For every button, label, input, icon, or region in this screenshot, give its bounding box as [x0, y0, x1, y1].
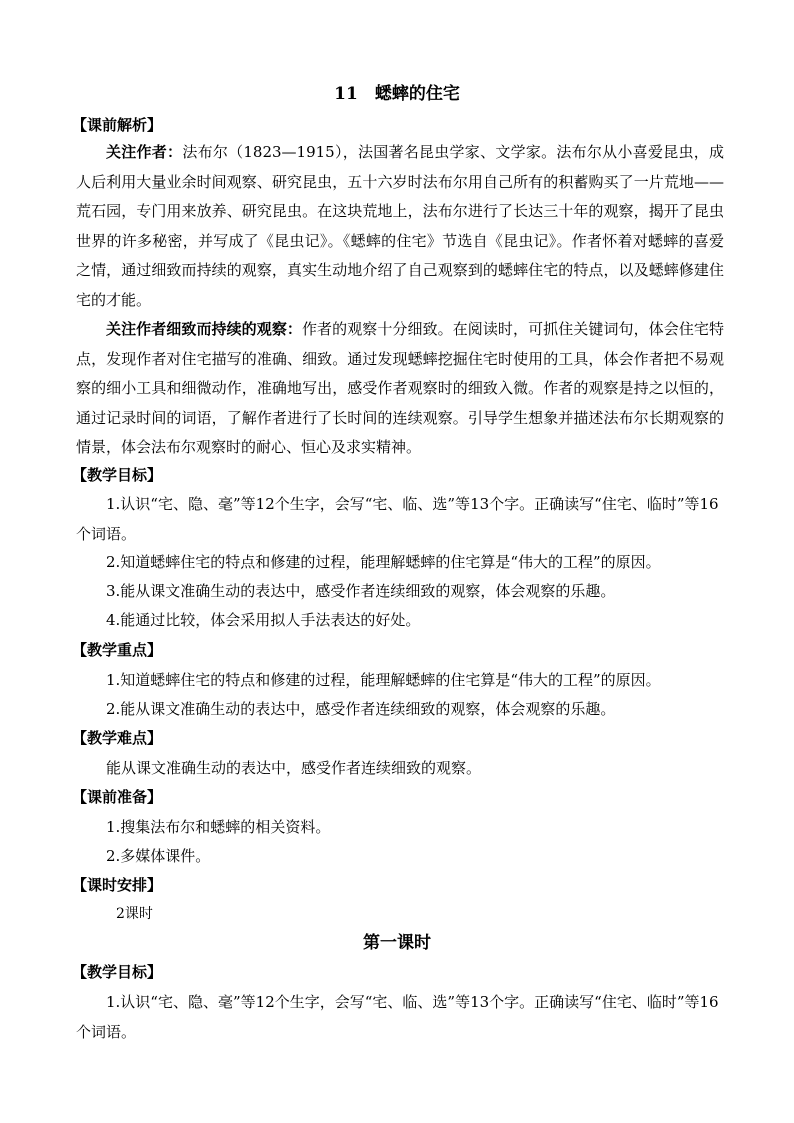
goal-item-1: 1.认识“宅、隐、毫”等12个生字，会写“宅、临、选”等13个字。正确读写“住宅、临时”等16个词语。: [76, 495, 719, 543]
goal-item-3: 3.能从课文准确生动的表达中，感受作者连续细致的观察，体会观察的乐趣。: [106, 582, 616, 600]
goal-item-4: 4.能通过比较，体会采用拟人手法表达的好处。: [106, 611, 421, 629]
first-lesson-title: 第一课时: [363, 933, 431, 953]
first-lesson-goal-item: 1.认识“宅、隐、毫”等12个生字，会写“宅、临、选”等13个字。正确读写“住宅、临时”等16个词语。: [76, 993, 719, 1041]
difficulty-text: 能从课文准确生动的表达中，感受作者连续细致的观察。: [106, 759, 482, 777]
preparation-item-2: 2.多媒体课件。: [106, 847, 211, 865]
goal-item-2: 2.知道蟋蟀住宅的特点和修建的过程，能理解蟋蟀的住宅算是“伟大的工程”的原因。: [106, 553, 661, 571]
lesson-title: 11 蟋蟀的住宅: [334, 84, 460, 104]
heading-key-points: 【教学重点】: [72, 641, 163, 659]
observation-paragraph: [76, 315, 724, 463]
author-text: 法布尔（1823—1915），法国著名昆虫学家、文学家。法布尔从小喜爱昆虫，成人后利用大量业余时间观察、研究昆虫，五十六岁时法布尔用自己所有的积蓄购买了一片荒地——荒石园，专门用来放养、研究昆虫。在这块荒地上，法布尔进行了长达三十年的观察，揭开了昆虫世界的许多秘密，并写成了《昆虫记》。《蟋蟀的住宅》节选自《昆虫记》。作者怀着对蟋蟀的喜爱之情，通过细致而持续的观察，真实生动地介绍了自己观察到的蟋蟀住宅的特点，以及蟋蟀修建住宅的才能。: [76, 143, 724, 309]
heading-difficulties: 【教学难点】: [72, 729, 163, 747]
author-paragraph: [76, 138, 724, 315]
heading-schedule: 【课时安排】: [72, 876, 163, 894]
heading-first-lesson-goals: 【教学目标】: [72, 963, 163, 981]
key-point-item-2: 2.能从课文准确生动的表达中，感受作者连续细致的观察，体会观察的乐趣。: [106, 700, 616, 718]
observation-text: 作者的观察十分细致。在阅读时，可抓住关键词句，体会住宅特点，发现作者对住宅描写的准确、细致。通过发现蟋蟀挖掘住宅时使用的工具，体会作者把不易观察的细小工具和细微动作，准确地写出，感受作者观察时的细致入微。作者的观察是持之以恒的，通过记录时间的词语，了解作者进行了长时间的连续观察。引导学生想象并描述法布尔长期观察的情景，体会法布尔观察时的耐心、恒心及求实精神。: [76, 320, 724, 456]
schedule-text: 2课时: [116, 906, 153, 922]
key-point-item-1: 1.知道蟋蟀住宅的特点和修建的过程，能理解蟋蟀的住宅算是“伟大的工程”的原因。: [106, 671, 661, 689]
observation-lead: 关注作者细致而持续的观察：: [106, 320, 302, 338]
author-lead: 关注作者：: [106, 143, 183, 161]
heading-teaching-goals: 【教学目标】: [72, 466, 163, 484]
preparation-item-1: 1.搜集法布尔和蟋蟀的相关资料。: [106, 818, 331, 836]
heading-pre-analysis: 【课前解析】: [72, 116, 163, 134]
heading-preparation: 【课前准备】: [72, 788, 163, 806]
